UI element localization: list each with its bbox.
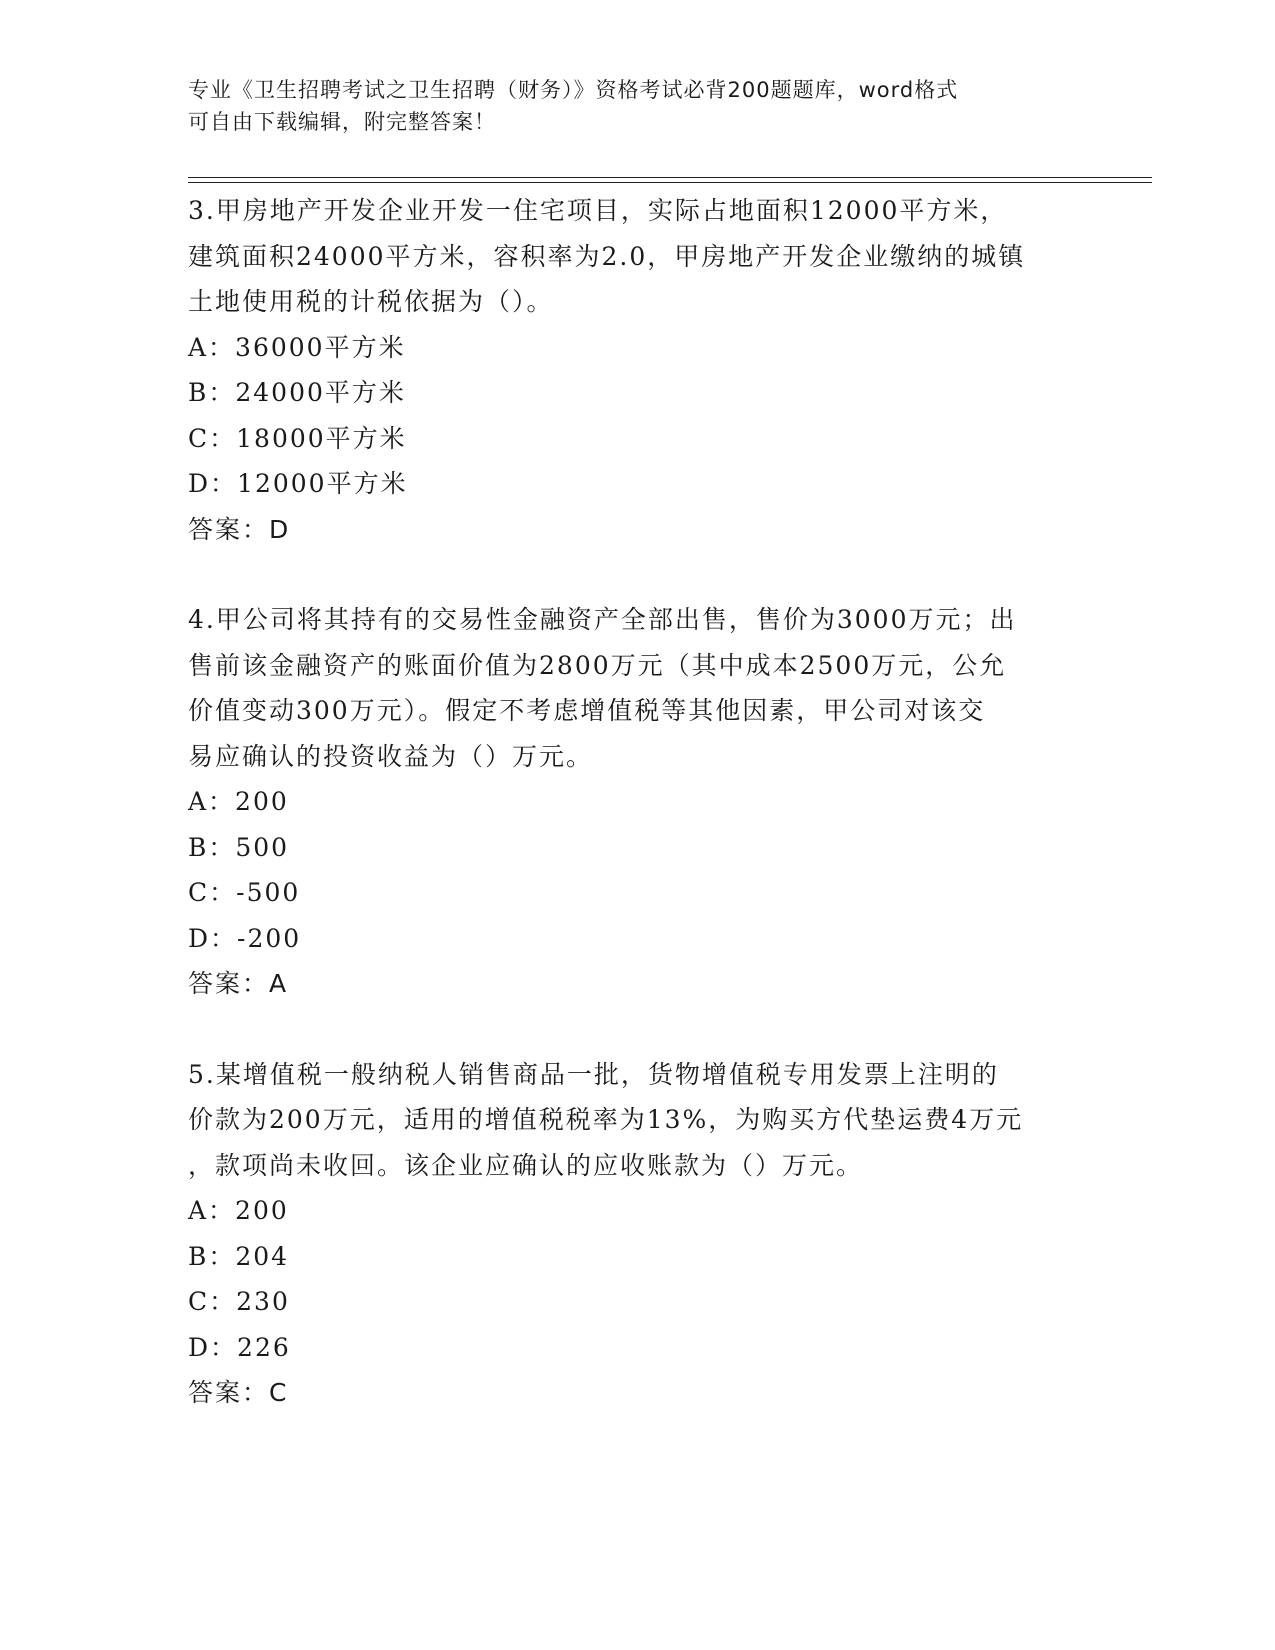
option-b: B：500: [188, 832, 290, 862]
option-a: A：200: [188, 787, 289, 816]
question-text: 价值变动300万元）。假定不考虑增值税等其他因素，甲公司对该交: [188, 696, 986, 725]
answer-text: 答案：A: [188, 969, 289, 998]
option-b: B：24000平方米: [188, 378, 406, 407]
header-line: 可自由下载编辑，附完整答案！: [188, 110, 496, 134]
question-text: 建筑面积24000平方米，容积率为2.0，甲房地产开发企业缴纳的城镇: [188, 241, 1026, 271]
question-text: ，款项尚未收回。该企业应确认的应收账款为（）万元。: [188, 1150, 864, 1180]
option-a: A：200: [188, 1196, 289, 1225]
question-text: 易应确认的投资收益为（）万元。: [188, 741, 594, 771]
question-text: 价款为200万元，适用的增值税税率为13%，为购买方代垫运费4万元: [188, 1105, 1024, 1134]
question-text: 3.甲房地产开发企业开发一住宅项目，实际占地面积12000平方米，: [188, 196, 1008, 225]
option-b: B：204: [188, 1241, 290, 1271]
option-a: A：36000平方米: [188, 332, 406, 362]
option-c: C：-500: [188, 878, 301, 907]
header-divider-top: [188, 177, 1152, 178]
option-c: C：230: [188, 1287, 290, 1316]
header-divider-bottom: [188, 182, 1152, 183]
header-line: 专业《卫生招聘考试之卫生招聘（财务）》资格考试必背200题题库，word格式: [188, 78, 959, 102]
answer-text: 答案：C: [188, 1378, 289, 1407]
option-d: D：-200: [188, 923, 302, 953]
question-text: 4.甲公司将其持有的交易性金融资产全部出售，售价为3000万元；出: [188, 605, 1017, 634]
question-item: [188, 188, 1088, 552]
document-header: [188, 74, 1088, 138]
question-item: [188, 597, 1088, 1007]
option-d: D：226: [188, 1332, 291, 1362]
question-text: 土地使用税的计税依据为（）。: [188, 287, 554, 316]
question-list: [188, 188, 1088, 1461]
answer-text: 答案：D: [188, 514, 291, 544]
question-text: 售前该金融资产的账面价值为2800万元（其中成本2500万元，公允: [188, 650, 1007, 680]
option-d: D：12000平方米: [188, 469, 408, 498]
question-item: [188, 1052, 1088, 1416]
question-text: 5.某增值税一般纳税人销售商品一批，货物增值税专用发票上注明的: [188, 1059, 999, 1089]
option-c: C：18000平方米: [188, 423, 407, 453]
